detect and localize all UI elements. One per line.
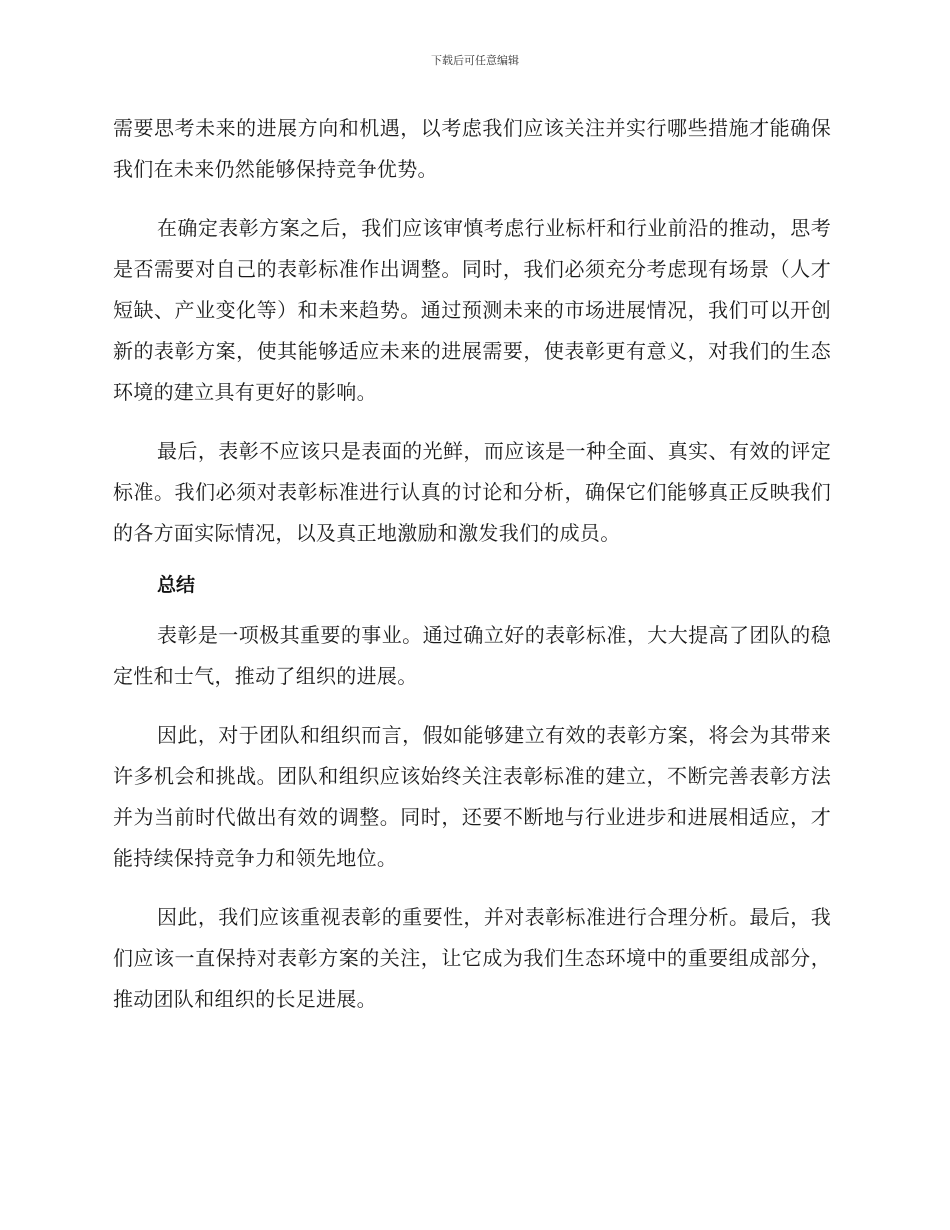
page-header: 下载后可任意编辑 (431, 54, 519, 67)
summary-paragraph-opportunities: 因此，对于团队和组织而言，假如能够建立有效的表彰方案，将会为其带来许多机会和挑战。团队和组织应该始终关注表彰标准的建立，不断完善表彰方法并为当前时代做出有效的调整。同时，还要不断地与行业进步和进展相适应，才能持续保持竞争力和领先地位。 (113, 723, 831, 870)
paragraph-continuation: 需要思考未来的进展方向和机遇，以考虑我们应该关注并实行哪些措施才能确保我们在未来仍然能够保持竞争优势。 (113, 116, 831, 181)
summary-heading: 总结 (157, 574, 196, 596)
paragraph-adjust-standards: 在确定表彰方案之后，我们应该审慎考虑行业标杆和行业前沿的推动，思考是否需要对自己的表彰标准作出调整。同时，我们必须充分考虑现有场景（人才短缺、产业变化等）和未来趋势。通过预测未来的市场进展情况，我们可以开创新的表彰方案，使其能够适应未来的进展需要，使表彰更有意义，对我们的生态环境的建立具有更好的影响。 (113, 216, 831, 404)
summary-paragraph-conclusion: 因此，我们应该重视表彰的重要性，并对表彰标准进行合理分析。最后，我们应该一直保持对表彰方案的关注，让它成为我们生态环境中的重要组成部分，推动团队和组织的长足进展。 (113, 905, 831, 1011)
document-body (113, 108, 831, 1038)
summary-paragraph-importance: 表彰是一项极其重要的事业。通过确立好的表彰标准，大大提高了团队的稳定性和士气，推动了组织的进展。 (113, 623, 831, 688)
paragraph-evaluation-standard: 最后，表彰不应该只是表面的光鲜，而应该是一种全面、真实、有效的评定标准。我们必须对表彰标准进行认真的讨论和分析，确保它们能够真正反映我们的各方面实际情况，以及真正地激励和激发我们的成员。 (113, 439, 831, 545)
